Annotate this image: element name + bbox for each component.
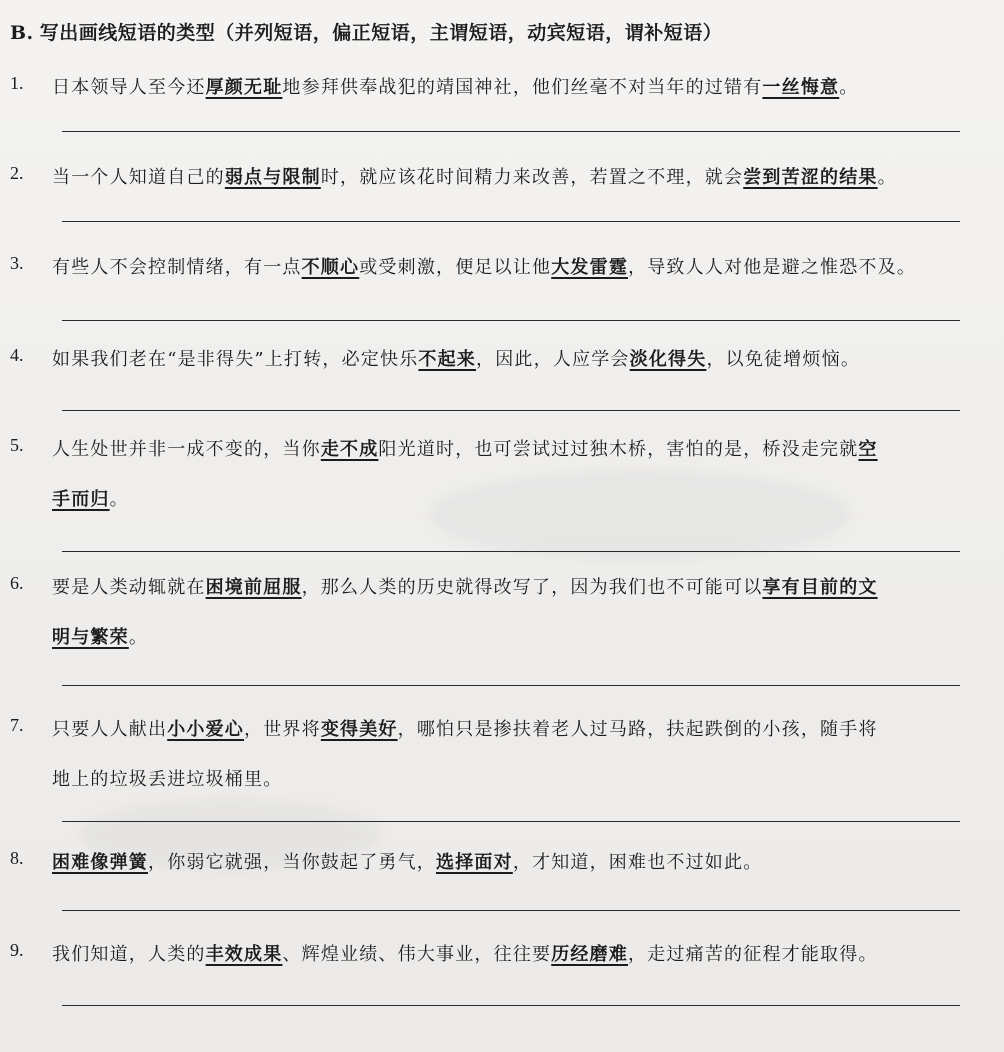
underlined-phrase: 享有目前的文: [762, 577, 878, 598]
sentence-text: 、辉煌业绩、伟大事业，往往要: [282, 944, 552, 965]
sentence-text: ，世界将: [244, 719, 321, 740]
sentence-text: 。: [839, 77, 859, 98]
sentence-text: ，导致人人对他是避之惟恐不及。: [628, 257, 917, 278]
underlined-phrase: 变得美好: [320, 719, 398, 740]
underlined-phrase: 厚颜无耻: [205, 77, 283, 98]
answer-line[interactable]: [62, 685, 960, 686]
question-number: 4.: [10, 345, 24, 365]
question-text-line: [52, 765, 282, 791]
question-number: 7.: [10, 715, 24, 735]
sentence-text: 日本领导人至今还: [52, 77, 206, 98]
underlined-phrase: 空: [858, 439, 878, 460]
sentence-text: 。: [128, 627, 149, 648]
sentence-text: ，因此，人应学会: [476, 349, 630, 370]
sentence-text: 当一个人知道自己的: [52, 167, 225, 188]
underlined-phrase: 走不成: [320, 439, 379, 460]
sentence-text: 。: [109, 489, 129, 510]
answer-line[interactable]: [62, 910, 960, 911]
sentence-text: 地上的垃圾丢进垃圾桶里。: [52, 769, 283, 790]
underlined-phrase: 小小爱心: [167, 719, 245, 740]
question-number: 8.: [10, 848, 24, 868]
sentence-text: ，走过痛苦的征程才能取得。: [628, 944, 878, 965]
question-text-line: [52, 253, 916, 279]
sentence-text: 或受刺激，便足以让他: [359, 257, 552, 278]
scan-smudge: [430, 470, 850, 560]
underlined-phrase: 大发雷霆: [551, 257, 629, 278]
underlined-phrase: 明与繁荣: [52, 627, 129, 648]
underlined-phrase: 不起来: [418, 349, 477, 370]
question-text-line: [52, 715, 878, 741]
sentence-text: 要是人类动辄就在: [52, 577, 206, 598]
sentence-text: ，你弱它就强，当你鼓起了勇气，: [148, 852, 436, 873]
underlined-phrase: 手而归: [52, 489, 110, 510]
underlined-phrase: 困难像弹簧: [52, 852, 148, 873]
answer-line[interactable]: [62, 821, 960, 822]
answer-line[interactable]: [62, 131, 960, 132]
answer-line[interactable]: [62, 410, 960, 411]
underlined-phrase: 尝到苦涩的结果: [743, 167, 878, 188]
sentence-text: 阳光道时，也可尝试过过独木桥，害怕的是，桥没走完就: [378, 439, 859, 460]
question-text-line: [52, 73, 858, 99]
sentence-text: ，以免徒增烦恼。: [706, 349, 861, 370]
sentence-text: 只要人人献出: [52, 719, 168, 740]
answer-line[interactable]: [62, 1005, 960, 1006]
question-number: 2.: [10, 163, 24, 183]
question-number: 3.: [10, 253, 24, 273]
underlined-phrase: 不顺心: [301, 257, 360, 278]
underlined-phrase: 弱点与限制: [224, 167, 321, 188]
underlined-phrase: 困境前屈服: [205, 577, 302, 598]
underlined-phrase: 历经磨难: [551, 944, 629, 965]
sentence-text: 有些人不会控制情绪，有一点: [52, 257, 302, 278]
question-number: 6.: [10, 573, 24, 593]
section-heading: [10, 18, 722, 45]
underlined-phrase: 一丝悔意: [762, 77, 840, 98]
question-text-line: [52, 848, 762, 874]
underlined-phrase: 选择面对: [436, 852, 513, 873]
answer-line[interactable]: [62, 320, 960, 321]
answer-line[interactable]: [62, 221, 960, 222]
answer-line[interactable]: [62, 551, 960, 552]
sentence-text: 如果我们老在“是非得失”上打转，必定快乐: [52, 349, 419, 370]
sentence-text: ，那么人类的历史就得改写了，因为我们也不可能可以: [301, 577, 763, 598]
question-text-line: [52, 573, 878, 599]
question-text-line: [52, 940, 878, 966]
sentence-text: 地参拜供奉战犯的靖国神社，他们丝毫不对当年的过错有: [282, 77, 763, 98]
question-number: 5.: [10, 435, 24, 455]
question-number: 1.: [10, 73, 24, 93]
underlined-phrase: 丰效成果: [205, 944, 283, 965]
question-text-line: [52, 345, 860, 371]
sentence-text: ，才知道，困难也不过如此。: [512, 852, 763, 873]
section-letter: B.: [10, 22, 34, 44]
question-text-line: [52, 435, 878, 461]
underlined-phrase: 淡化得失: [629, 349, 707, 370]
sentence-text: 我们知道，人类的: [52, 944, 206, 965]
sentence-text: 人生处世并非一成不变的，当你: [52, 439, 321, 460]
question-number: 9.: [10, 940, 24, 960]
question-text-line: [52, 485, 129, 511]
sentence-text: 时，就应该花时间精力来改善，若置之不理，就会: [320, 167, 744, 188]
question-text-line: [52, 163, 897, 189]
question-text-line: [52, 623, 148, 649]
section-instruction: 写出画线短语的类型（并列短语，偏正短语，主谓短语，动宾短语，谓补短语）: [39, 22, 723, 44]
sentence-text: ，哪怕只是掺扶着老人过马路，扶起跌倒的小孩，随手将: [397, 719, 878, 740]
sentence-text: 。: [877, 167, 897, 188]
